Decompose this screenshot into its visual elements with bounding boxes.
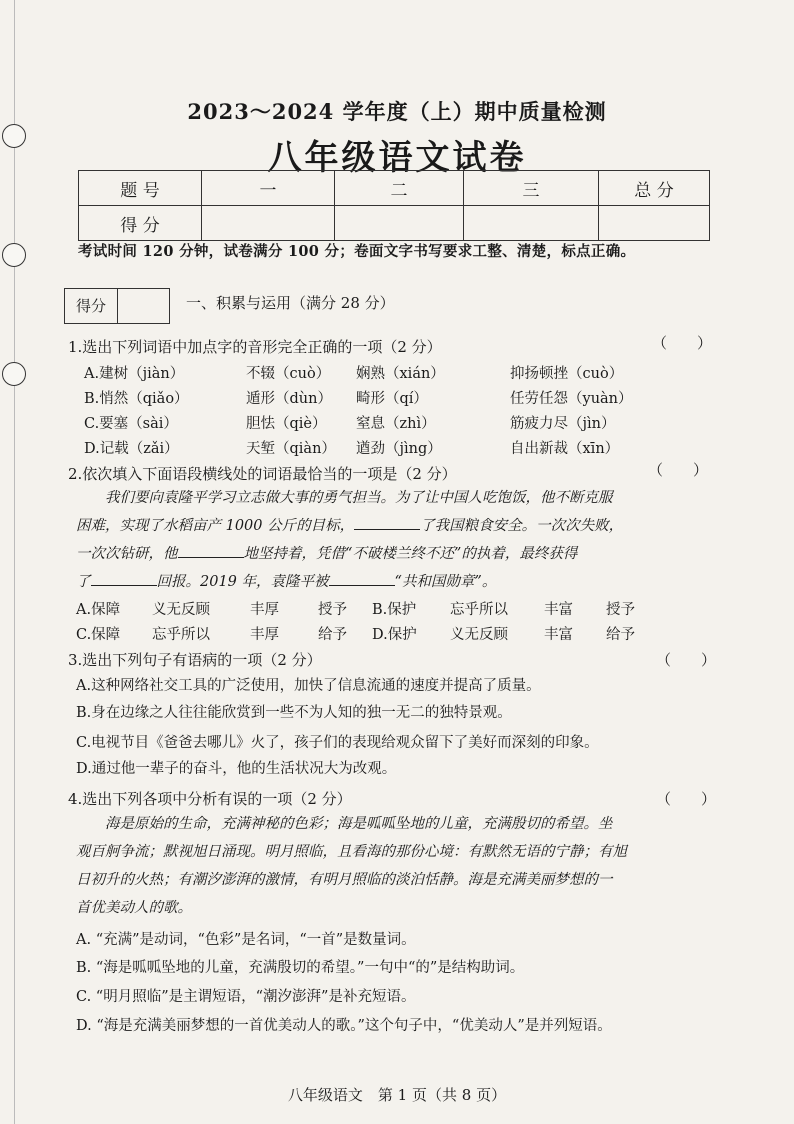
score-table-header: 三 [464, 171, 599, 206]
question-4-stem: 4.选出下列各项中分析有误的一项（2 分） [68, 790, 352, 808]
q2-option: 给予 [318, 627, 347, 643]
q2-option: 义无反顾 [450, 627, 508, 643]
fill-blank-4[interactable] [329, 585, 395, 586]
q2-passage-line [76, 540, 716, 568]
section-score-cell[interactable] [118, 289, 169, 323]
answer-paren[interactable]: （ ） [648, 461, 709, 479]
q1-option: 不辍（cuò） [246, 366, 331, 382]
question-1-stem: 1.选出下列词语中加点字的音形完全正确的一项（2 分） [68, 338, 442, 356]
q1-option: 娴熟（xián） [356, 366, 445, 382]
q4-passage-line: 日初升的火热；有潮汐澎湃的激情，有明月照临的淡泊恬静。海是充满美丽梦想的一 [76, 872, 613, 888]
answer-paren[interactable]: （ ） [656, 651, 717, 669]
q2-option: 忘乎所以 [152, 627, 210, 643]
score-table [78, 170, 710, 241]
score-table-header: 题 号 [79, 171, 202, 206]
q2-option: 忘乎所以 [450, 602, 508, 618]
exam-main-title: 八年级语文试卷 [267, 138, 527, 178]
q1-option: 遁形（dùn） [246, 391, 332, 407]
binding-hole-bottom [2, 362, 26, 386]
q1-option: C.要塞（sài） [84, 416, 178, 432]
q2-text: 回报。2019 年，袁隆平被 [156, 574, 329, 590]
q4-passage-line: 首优美动人的歌。 [76, 900, 192, 916]
q2-option: C.保障 [76, 627, 121, 643]
q1-option: A.建树（jiàn） [84, 366, 185, 382]
q2-text: 了我国粮食安全。一次次失败， [420, 518, 624, 534]
score-cell[interactable] [335, 206, 464, 241]
exam-note: 考试时间 120 分钟，试卷满分 100 分；卷面文字书写要求工整、清楚，标点正确。 [78, 243, 636, 260]
score-cell[interactable] [464, 206, 599, 241]
page-footer: 八年级语文 第 1 页（共 8 页） [287, 1086, 507, 1104]
q4-option: C. “明月照临”是主谓短语，“潮汐澎湃”是补充短语。 [76, 989, 416, 1005]
fill-blank-3[interactable] [91, 585, 157, 586]
exam-year-title: 2023～2024 学年度（上）期中质量检测 [187, 99, 607, 124]
section-title: 一、积累与运用（满分 28 分） [186, 294, 395, 312]
q2-option: 丰富 [544, 602, 573, 618]
score-table-row-label: 得 分 [79, 206, 202, 241]
q2-passage-line: 我们要向袁隆平学习立志做大事的勇气担当。为了让中国人吃饱饭，他不断克服 [105, 490, 613, 506]
q2-option: 授予 [606, 602, 635, 618]
q2-text: 了 [76, 574, 91, 590]
score-table-header: 二 [335, 171, 464, 206]
q3-option: C.电视节目《爸爸去哪儿》火了，孩子们的表现给观众留下了美好而深刻的印象。 [76, 735, 599, 751]
q4-passage [76, 810, 716, 922]
q2-option: 义无反顾 [152, 602, 210, 618]
fill-blank-1[interactable] [354, 529, 420, 530]
question-3-stem: 3.选出下列句子有语病的一项（2 分） [68, 651, 322, 669]
q4-option: A. “充满”是动词，“色彩”是名词，“一首”是数量词。 [76, 932, 416, 948]
q2-option: B.保护 [372, 602, 417, 618]
answer-paren[interactable]: （ ） [652, 334, 713, 352]
q2-text: 地坚持着，凭借“不破楼兰终不还”的执着，最终获得 [243, 546, 578, 562]
q1-option: 抑扬顿挫（cuò） [510, 366, 624, 382]
q2-text: 一次次钻研，他 [76, 546, 178, 562]
q4-passage-line: 海是原始的生命，充满神秘的色彩；海是呱呱坠地的儿童，充满殷切的希望。坐 [105, 816, 613, 832]
section-score-label: 得分 [65, 289, 118, 323]
q3-option: D.通过他一辈子的奋斗，他的生活状况大为改观。 [76, 761, 397, 777]
q1-option: 胆怯（qiè） [246, 416, 327, 432]
q3-option: A.这种网络社交工具的广泛使用，加快了信息流通的速度并提高了质量。 [76, 678, 541, 694]
q2-passage-line [76, 568, 716, 596]
score-table-header: 一 [202, 171, 335, 206]
score-cell[interactable] [599, 206, 710, 241]
q1-option: 天堑（qiàn） [246, 441, 336, 457]
score-cell[interactable] [202, 206, 335, 241]
q4-option: B. “海是呱呱坠地的儿童，充满殷切的希望。”一句中“的”是结构助词。 [76, 960, 525, 976]
q1-option: 遒劲（jìng） [356, 441, 442, 457]
q2-option: 授予 [318, 602, 347, 618]
q2-option: D.保护 [372, 627, 417, 643]
q2-option: 丰富 [544, 627, 573, 643]
q2-text: 困难，实现了水稻亩产 1000 公斤的目标， [76, 518, 355, 534]
q1-option: D.记载（zǎi） [84, 441, 179, 457]
q1-option: 任劳任怨（yuàn） [510, 391, 633, 407]
q1-option: 畸形（qí） [356, 391, 428, 407]
score-table-header: 总 分 [599, 171, 710, 206]
fill-blank-2[interactable] [178, 557, 244, 558]
q2-option: 丰厚 [250, 627, 279, 643]
q2-option: 给予 [606, 627, 635, 643]
q2-passage [76, 484, 716, 596]
q1-option: 自出新裁（xīn） [510, 441, 620, 457]
q2-passage-line [76, 512, 716, 540]
q1-option: 筋疲力尽（jìn） [510, 416, 616, 432]
q2-option: A.保障 [76, 602, 121, 618]
q2-option: 丰厚 [250, 602, 279, 618]
q1-option: 窒息（zhì） [356, 416, 436, 432]
binding-hole-middle [2, 243, 26, 267]
q1-option: B.悄然（qiǎo） [84, 391, 189, 407]
question-2-stem: 2.依次填入下面语段横线处的词语最恰当的一项是（2 分） [68, 465, 457, 483]
q3-option: B.身在边缘之人往往能欣赏到一些不为人知的独一无二的独特景观。 [76, 705, 512, 721]
answer-paren[interactable]: （ ） [656, 790, 717, 808]
q4-option: D. “海是充满美丽梦想的一首优美动人的歌。”这个句子中，“优美动人”是并列短语。 [76, 1018, 612, 1034]
q4-passage-line: 观百舸争流；默视旭日涌现。明月照临，且看海的那份心境：有默然无语的宁静；有旭 [76, 844, 627, 860]
section-score-box [64, 288, 170, 324]
q2-text: “共和国勋章”。 [394, 574, 497, 590]
